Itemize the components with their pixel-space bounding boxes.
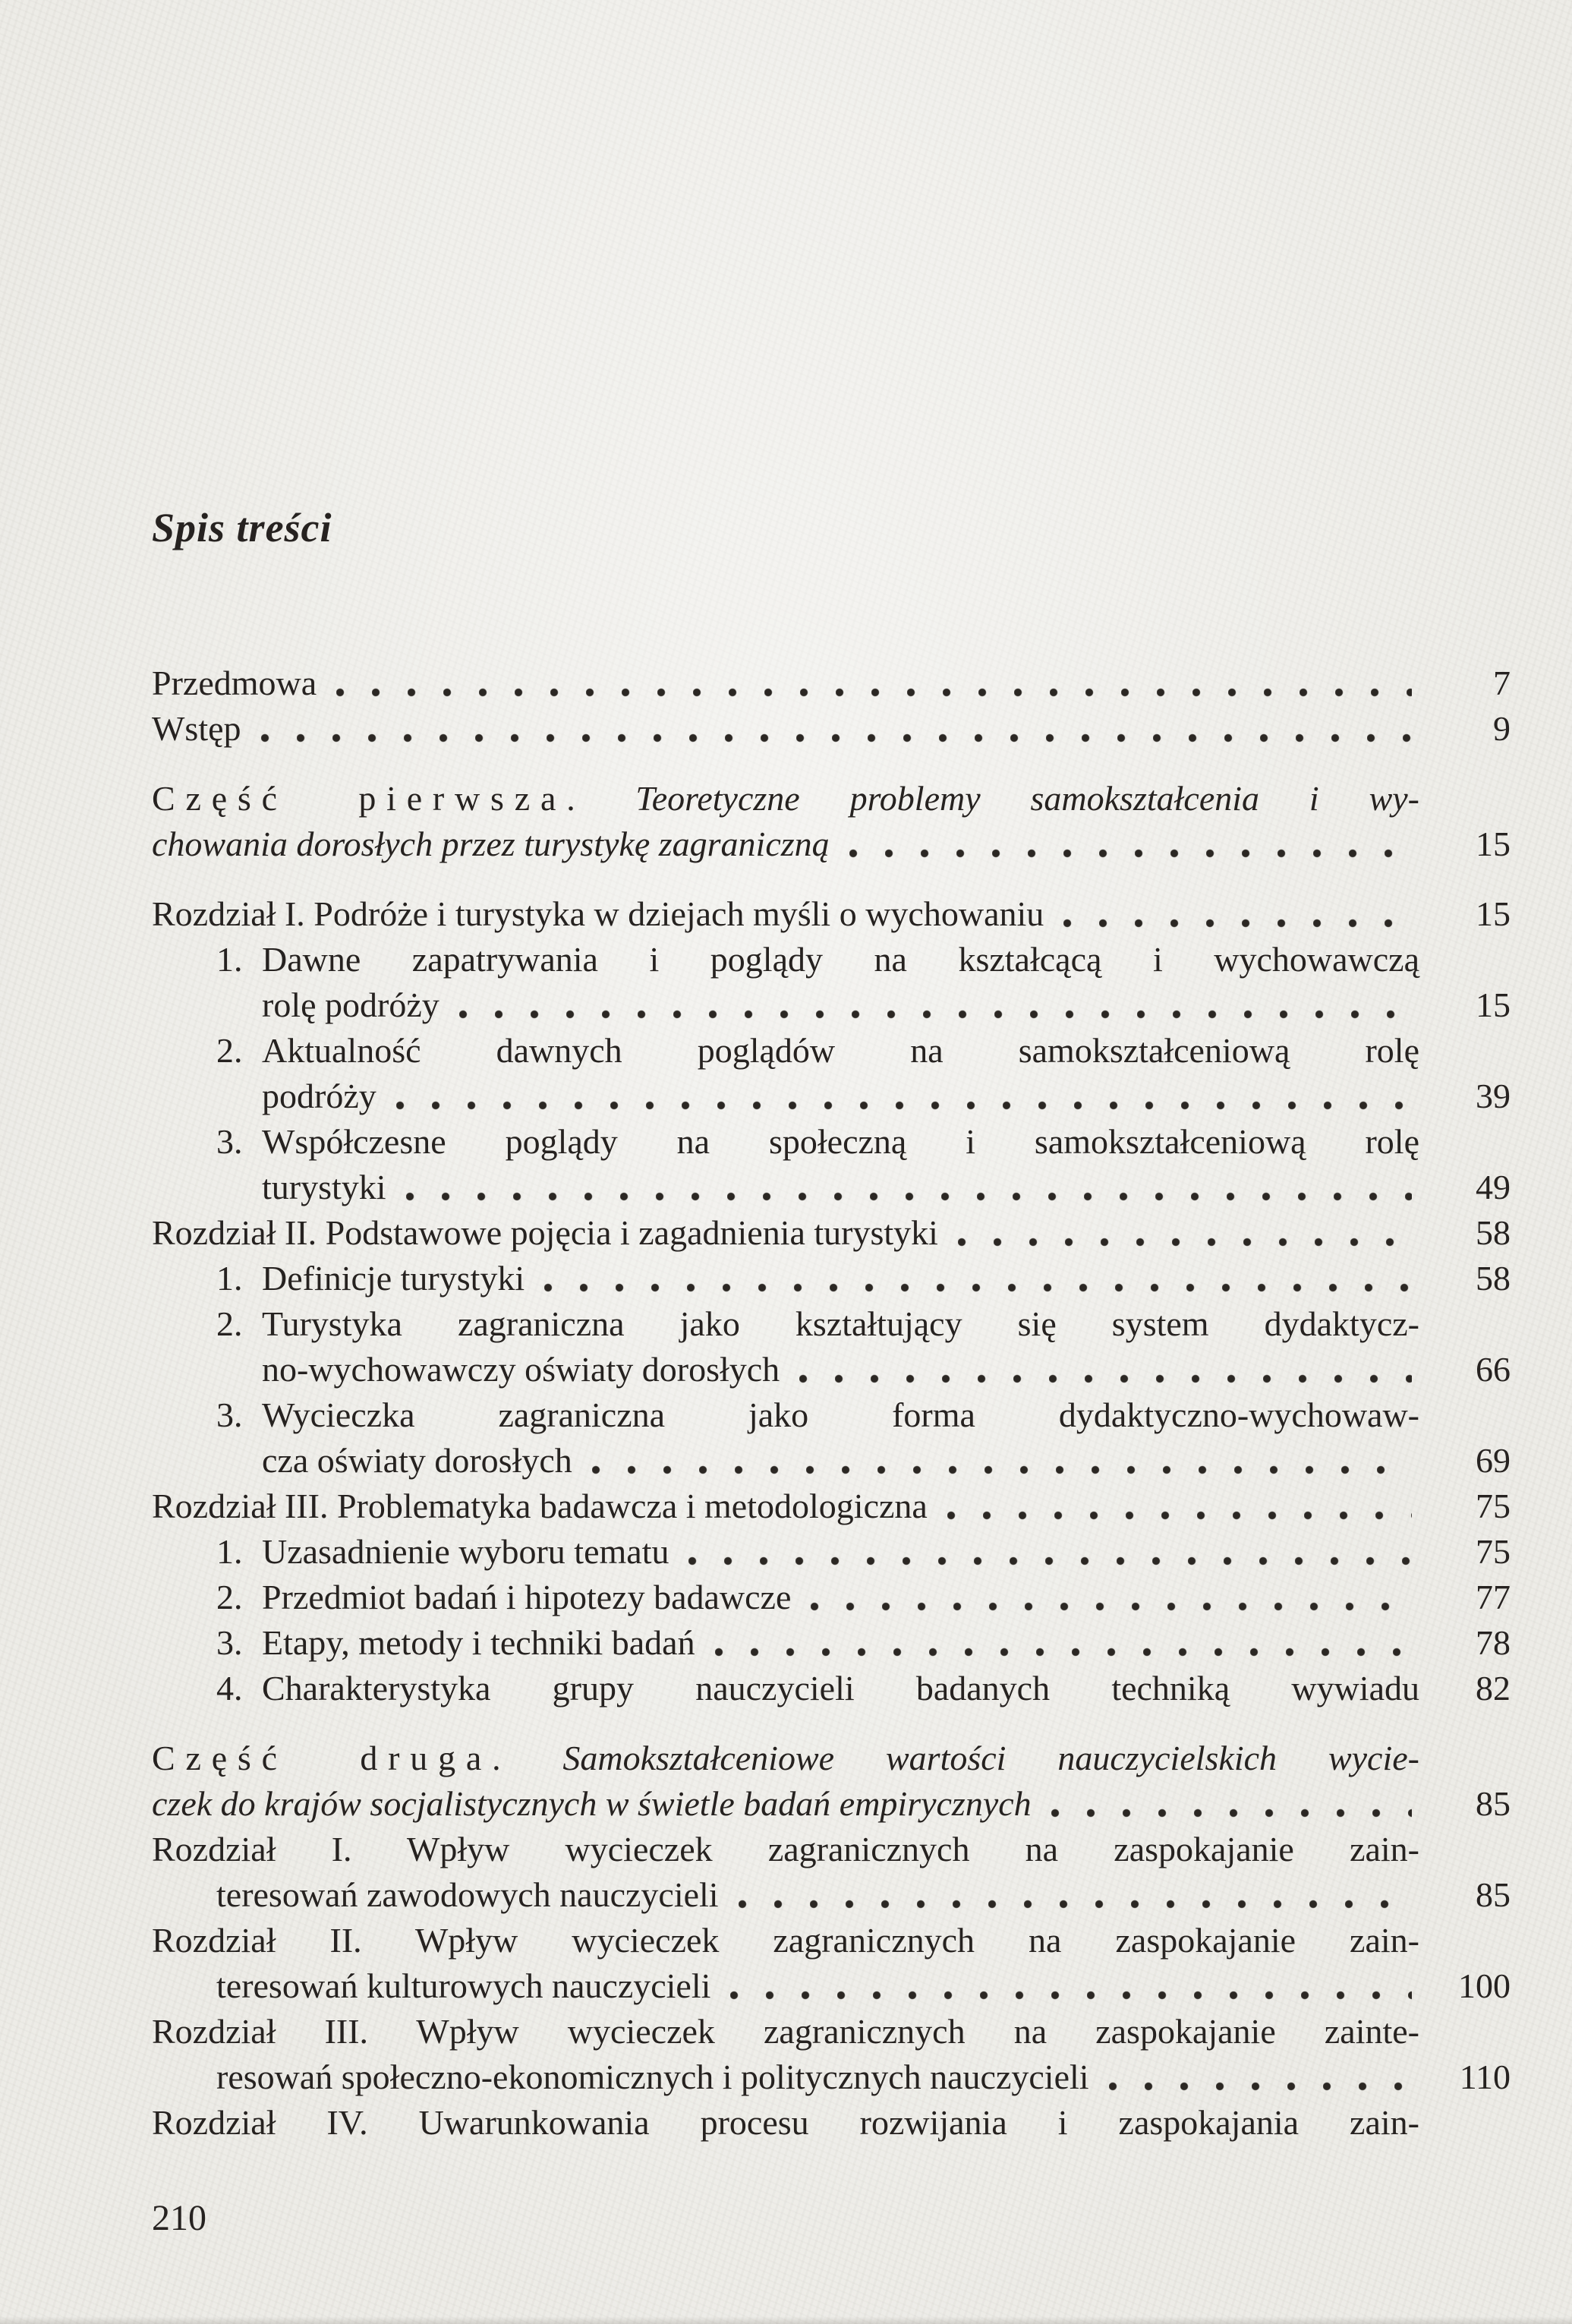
toc-row bbox=[152, 1827, 1511, 1872]
toc-page-number: 15 bbox=[1476, 985, 1511, 1024]
toc-title: Spis treści bbox=[152, 505, 332, 550]
dot-leader bbox=[715, 1620, 1412, 1666]
toc-row bbox=[152, 1918, 1511, 1963]
toc-row bbox=[152, 1165, 1511, 1210]
toc-entry-run: resowań społeczno-ekonomicznych i politycznych nauczycieli bbox=[216, 2058, 1089, 2096]
dot-leader bbox=[396, 1074, 1412, 1119]
toc-entry-text bbox=[152, 1781, 1032, 1827]
dot-leader bbox=[739, 1872, 1412, 1918]
toc-page-number: 69 bbox=[1476, 1441, 1511, 1480]
toc-entry-text bbox=[262, 1529, 669, 1575]
toc-row bbox=[152, 706, 1511, 752]
toc-page-number: 85 bbox=[1476, 1875, 1511, 1914]
toc-row bbox=[152, 891, 1511, 937]
toc-entry-run: Rozdział IV. Uwarunkowania procesu rozwijania i zaspokajania zain- bbox=[152, 2103, 1419, 2142]
toc-entry-text bbox=[216, 1872, 719, 1918]
toc-entry-text bbox=[262, 1575, 791, 1620]
toc-row bbox=[152, 1781, 1511, 1827]
toc-item-number: 2. bbox=[216, 1578, 243, 1616]
toc-page-number: 66 bbox=[1476, 1350, 1511, 1389]
toc-row bbox=[152, 1119, 1511, 1165]
toc-entry-text bbox=[216, 2054, 1089, 2100]
toc-entry-run: turystyki bbox=[262, 1168, 386, 1206]
toc-row bbox=[152, 1872, 1511, 1918]
toc-entry-run: Definicje turystyki bbox=[262, 1259, 525, 1298]
footer-page-number: 210 bbox=[152, 2198, 206, 2238]
toc-entry-run: no-wychowawczy oświaty dorosłych bbox=[262, 1350, 780, 1389]
dot-leader bbox=[730, 1963, 1412, 2009]
toc-item-number: 1. bbox=[216, 940, 243, 979]
toc-entry-text bbox=[152, 776, 1419, 821]
toc-entry-run: Wstęp bbox=[152, 709, 241, 748]
toc-row bbox=[152, 1620, 1511, 1666]
toc-entry-run: Turystyka zagraniczna jako kształtujący się system dydaktycz- bbox=[262, 1304, 1419, 1343]
toc-page-number: 110 bbox=[1459, 2058, 1511, 2096]
toc-entry-text bbox=[262, 1119, 1419, 1165]
toc-row bbox=[152, 1575, 1511, 1620]
toc-entry-text bbox=[152, 661, 317, 706]
toc-page-number: 49 bbox=[1476, 1168, 1511, 1206]
toc-item-number: 3. bbox=[216, 1395, 243, 1434]
toc-page-number: 82 bbox=[1476, 1669, 1511, 1708]
toc-entry-run: Aktualność dawnych poglądów na samokształceniową rolę bbox=[262, 1031, 1419, 1070]
toc-entry-run: teresowań zawodowych nauczycieli bbox=[216, 1875, 719, 1914]
toc-entry-text bbox=[262, 1256, 525, 1301]
dot-leader bbox=[261, 706, 1412, 752]
toc-row bbox=[152, 1256, 1511, 1301]
toc-row bbox=[152, 1028, 1511, 1074]
toc-entry-run bbox=[511, 1739, 562, 1777]
toc-entry-run: Samokształceniowe wartości nauczycielskich wycie- bbox=[562, 1739, 1419, 1777]
toc-row bbox=[152, 1392, 1511, 1438]
toc-entry-run: rolę podróży bbox=[262, 985, 439, 1024]
toc-entry-run: Przedmowa bbox=[152, 664, 317, 702]
toc-page-number: 78 bbox=[1476, 1623, 1511, 1662]
toc-entry-text bbox=[152, 1827, 1419, 1872]
toc-entry-text bbox=[262, 1620, 695, 1666]
toc-page-number: 9 bbox=[1493, 709, 1511, 748]
toc-entry-run: cza oświaty dorosłych bbox=[262, 1441, 572, 1480]
toc-row bbox=[152, 1529, 1511, 1575]
toc-row bbox=[152, 2009, 1511, 2054]
toc-entry-run: Część pierwsza. bbox=[152, 779, 586, 818]
dot-leader bbox=[459, 982, 1412, 1028]
toc-row bbox=[152, 1074, 1511, 1119]
section-gap bbox=[152, 752, 1511, 776]
toc-entry-text bbox=[262, 1301, 1419, 1347]
toc-page-number: 100 bbox=[1458, 1966, 1511, 2005]
toc-entry-text bbox=[152, 891, 1044, 937]
toc-entry-run: Dawne zapatrywania i poglądy na kształcącą i wychowawczą bbox=[262, 940, 1419, 979]
dot-leader bbox=[947, 1484, 1412, 1529]
toc-entry-text bbox=[262, 1074, 376, 1119]
dot-leader bbox=[1063, 891, 1412, 937]
toc-list bbox=[152, 661, 1511, 2146]
toc-entry-run: Uzasadnienie wyboru tematu bbox=[262, 1532, 669, 1571]
toc-entry-run: Współczesne poglądy na społeczną i samokształceniową rolę bbox=[262, 1122, 1419, 1161]
dot-leader bbox=[1109, 2054, 1412, 2100]
dot-leader bbox=[958, 1210, 1412, 1256]
toc-page-number: 77 bbox=[1476, 1578, 1511, 1616]
toc-entry-run: Charakterystyka grupy nauczycieli badanych techniką wywiadu bbox=[262, 1669, 1419, 1708]
toc-entry-text bbox=[262, 1438, 572, 1484]
toc-entry-text bbox=[262, 1666, 1419, 1711]
toc-row bbox=[152, 937, 1511, 982]
toc-item-number: 3. bbox=[216, 1122, 243, 1161]
toc-entry-text bbox=[152, 1484, 928, 1529]
dot-leader bbox=[1051, 1781, 1412, 1827]
toc-entry-run: Rozdział III. Problematyka badawcza i metodologiczna bbox=[152, 1487, 928, 1525]
toc-entry-text bbox=[262, 982, 439, 1028]
toc-entry-run: chowania dorosłych przez turystykę zagraniczną bbox=[152, 825, 830, 863]
section-gap bbox=[152, 867, 1511, 891]
toc-item-number: 1. bbox=[216, 1259, 243, 1298]
toc-page-number: 75 bbox=[1476, 1487, 1511, 1525]
toc-entry-run: Rozdział I. Podróże i turystyka w dziejach myśli o wychowaniu bbox=[152, 894, 1044, 933]
toc-row bbox=[152, 2054, 1511, 2100]
toc-entry-run: czek do krajów socjalistycznych w świetle badań empirycznych bbox=[152, 1784, 1032, 1823]
toc-entry-text bbox=[262, 1392, 1419, 1438]
toc-entry-run: Rozdział II. Wpływ wycieczek zagranicznych na zaspokajanie zain- bbox=[152, 1921, 1419, 1960]
toc-entry-text bbox=[152, 1736, 1419, 1781]
toc-entry-run: teresowań kulturowych nauczycieli bbox=[216, 1966, 711, 2005]
toc-page-number: 15 bbox=[1476, 825, 1511, 863]
dot-leader bbox=[688, 1529, 1412, 1575]
toc-entry-run: Rozdział II. Podstawowe pojęcia i zagadnienia turystyki bbox=[152, 1213, 938, 1252]
toc-entry-text bbox=[262, 937, 1419, 982]
toc-item-number: 2. bbox=[216, 1031, 243, 1070]
toc-entry-text bbox=[152, 2100, 1419, 2146]
toc-entry-text bbox=[152, 2009, 1419, 2054]
toc-entry-text bbox=[152, 1210, 938, 1256]
toc-item-number: 1. bbox=[216, 1532, 243, 1571]
toc-row bbox=[152, 776, 1511, 821]
toc-entry-run: Część druga. bbox=[152, 1739, 512, 1777]
toc-page-number: 58 bbox=[1476, 1259, 1511, 1298]
toc-row bbox=[152, 1210, 1511, 1256]
dot-leader bbox=[406, 1165, 1412, 1210]
dot-leader bbox=[544, 1256, 1412, 1301]
toc-entry-run: Rozdział III. Wpływ wycieczek zagranicznych na zaspokajanie zainte- bbox=[152, 2012, 1419, 2051]
toc-page-number: 7 bbox=[1493, 664, 1511, 702]
dot-leader bbox=[336, 661, 1412, 706]
toc-row bbox=[152, 1301, 1511, 1347]
toc-item-number: 3. bbox=[216, 1623, 243, 1662]
toc-entry-run: Etapy, metody i techniki badań bbox=[262, 1623, 695, 1662]
toc-entry-text bbox=[216, 1963, 710, 2009]
toc-page-number: 58 bbox=[1476, 1213, 1511, 1252]
toc-row bbox=[152, 661, 1511, 706]
toc-row bbox=[152, 1666, 1511, 1711]
toc-row bbox=[152, 2100, 1511, 2146]
dot-leader bbox=[592, 1438, 1412, 1484]
toc-row bbox=[152, 1963, 1511, 2009]
toc-entry-text bbox=[262, 1165, 386, 1210]
dot-leader bbox=[849, 821, 1412, 867]
toc-entry-text bbox=[262, 1347, 780, 1392]
dot-leader bbox=[811, 1575, 1412, 1620]
toc-entry-run: Przedmiot badań i hipotezy badawcze bbox=[262, 1578, 792, 1616]
toc-item-number: 4. bbox=[216, 1669, 243, 1708]
toc-entry-run: Rozdział I. Wpływ wycieczek zagranicznych na zaspokajanie zain- bbox=[152, 1830, 1419, 1868]
toc-page-number: 15 bbox=[1476, 894, 1511, 933]
toc-entry-run: Teoretyczne problemy samokształcenia i wy- bbox=[635, 779, 1420, 818]
toc-entry-run: podróży bbox=[262, 1077, 376, 1115]
toc-row bbox=[152, 1347, 1511, 1392]
toc-entry-run: Wycieczka zagraniczna jako forma dydaktyczno-wychowaw- bbox=[262, 1395, 1419, 1434]
section-gap bbox=[152, 1711, 1511, 1736]
toc-entry-text bbox=[152, 821, 830, 867]
toc-page-number: 39 bbox=[1476, 1077, 1511, 1115]
toc-entry-text bbox=[152, 706, 241, 752]
toc-page-number: 75 bbox=[1476, 1532, 1511, 1571]
toc-row bbox=[152, 1736, 1511, 1781]
toc-item-number: 2. bbox=[216, 1304, 243, 1343]
toc-row bbox=[152, 1484, 1511, 1529]
dot-leader bbox=[799, 1347, 1412, 1392]
toc-entry-text bbox=[262, 1028, 1419, 1074]
toc-row bbox=[152, 821, 1511, 867]
toc-page-number: 85 bbox=[1476, 1784, 1511, 1823]
toc-row bbox=[152, 982, 1511, 1028]
toc-entry-text bbox=[152, 1918, 1419, 1963]
toc-row bbox=[152, 1438, 1511, 1484]
toc-entry-run bbox=[586, 779, 636, 818]
